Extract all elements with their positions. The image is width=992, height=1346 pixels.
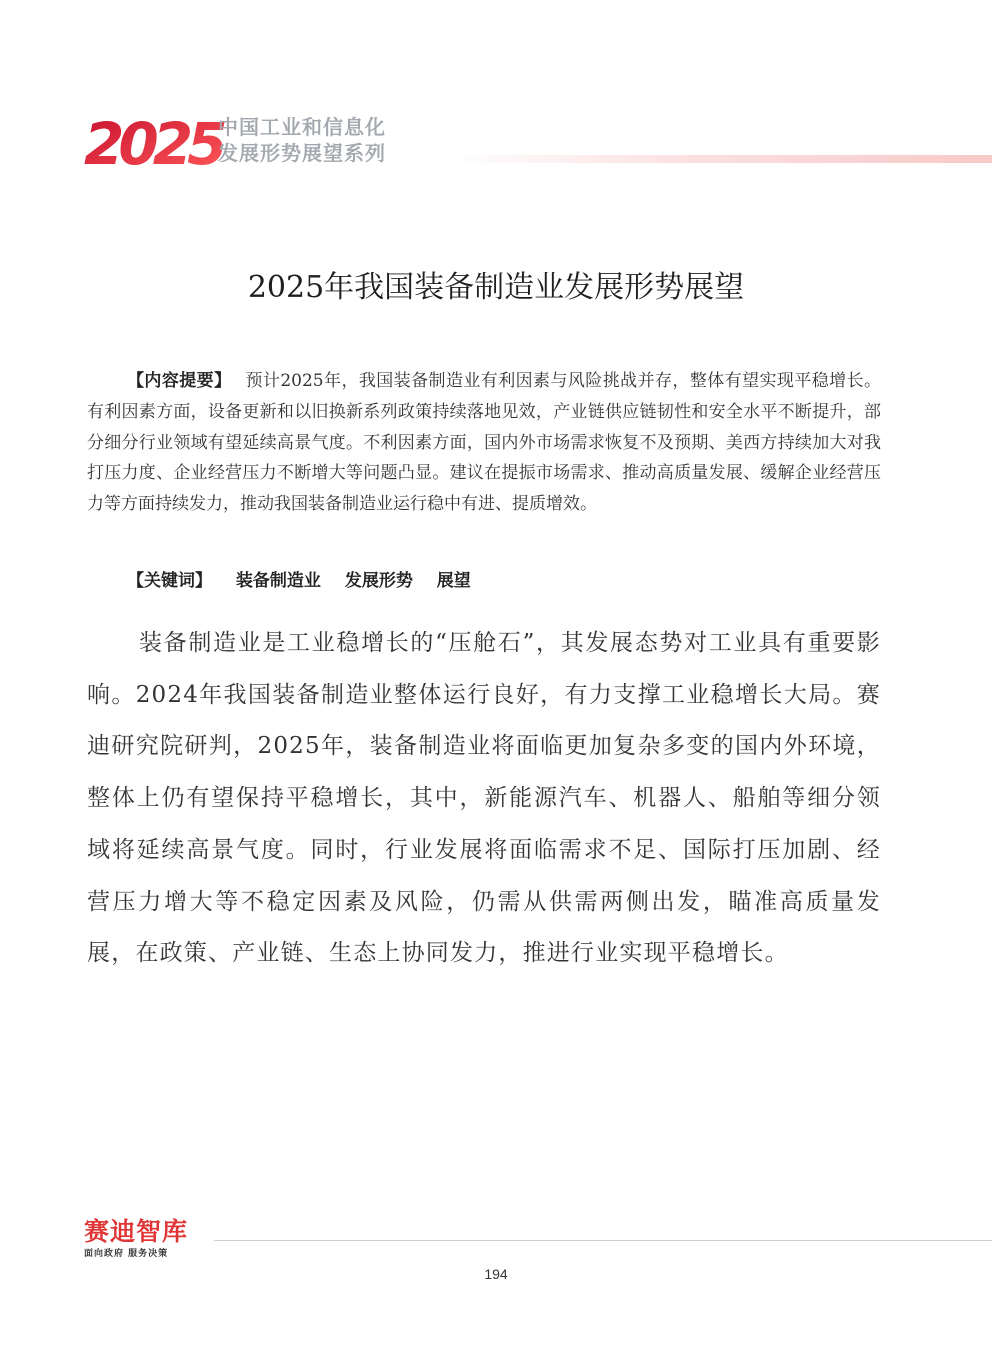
- keyword-item: 展望: [436, 571, 471, 591]
- footer-slogan: 面向政府 服务决策: [84, 1249, 169, 1259]
- abstract-label: 【内容提要】: [127, 371, 232, 391]
- svg-text:2025: 2025: [84, 110, 222, 178]
- keyword-item: 发展形势: [344, 571, 413, 591]
- series-title-line1: 中国工业和信息化: [218, 115, 386, 139]
- keywords-line: [127, 568, 471, 594]
- year-2025-logo: [84, 110, 222, 178]
- page-title: 2025年我国装备制造业发展形势展望: [247, 270, 745, 305]
- footer-divider: [214, 1240, 992, 1241]
- series-title: [218, 114, 386, 166]
- header-gradient-band: [445, 155, 992, 163]
- footer-brand-name: 赛迪智库: [84, 1217, 189, 1246]
- abstract-text: 预计2025年，我国装备制造业有利因素与风险挑战并存，整体有望实现平稳增长。有利因素方面，设备更新和以旧换新系列政策持续落地见效，产业链供应链韧性和安全水平不断提升，部分细分行业领域有望延续高景气度。不利因素方面，国内外市场需求恢复不及预期、美西方持续加大对我打压力度、企业经营压力不断增大等问题凸显。建议在提振市场需求、推动高质量发展、缓解企业经营压力等方面持续发力，推动我国装备制造业运行稳中有进、提质增效。: [87, 371, 882, 515]
- keyword-item: 装备制造业: [235, 571, 321, 591]
- page-number: 194: [484, 1266, 508, 1282]
- series-title-line2: 发展形势展望系列: [218, 141, 386, 165]
- keywords-label: 【关键词】: [127, 571, 212, 591]
- abstract-paragraph: [87, 366, 881, 520]
- body-paragraph: 装备制造业是工业稳增长的“压舱石”，其发展态势对工业具有重要影响。2024年我国装备制造业整体运行良好，有力支撑工业稳增长大局。赛迪研究院研判，2025年，装备制造业将面临更加复杂多变的国内外环境，整体上仍有望保持平稳增长，其中，新能源汽车、机器人、船舶等细分领域将延续高景气度。同时，行业发展将面临需求不足、国际打压加剧、经营压力增大等不稳定因素及风险，仍需从供需两侧出发，瞄准高质量发展，在政策、产业链、生态上协同发力，推进行业实现平稳增长。: [87, 630, 881, 967]
- footer-brand-logo: [84, 1218, 188, 1260]
